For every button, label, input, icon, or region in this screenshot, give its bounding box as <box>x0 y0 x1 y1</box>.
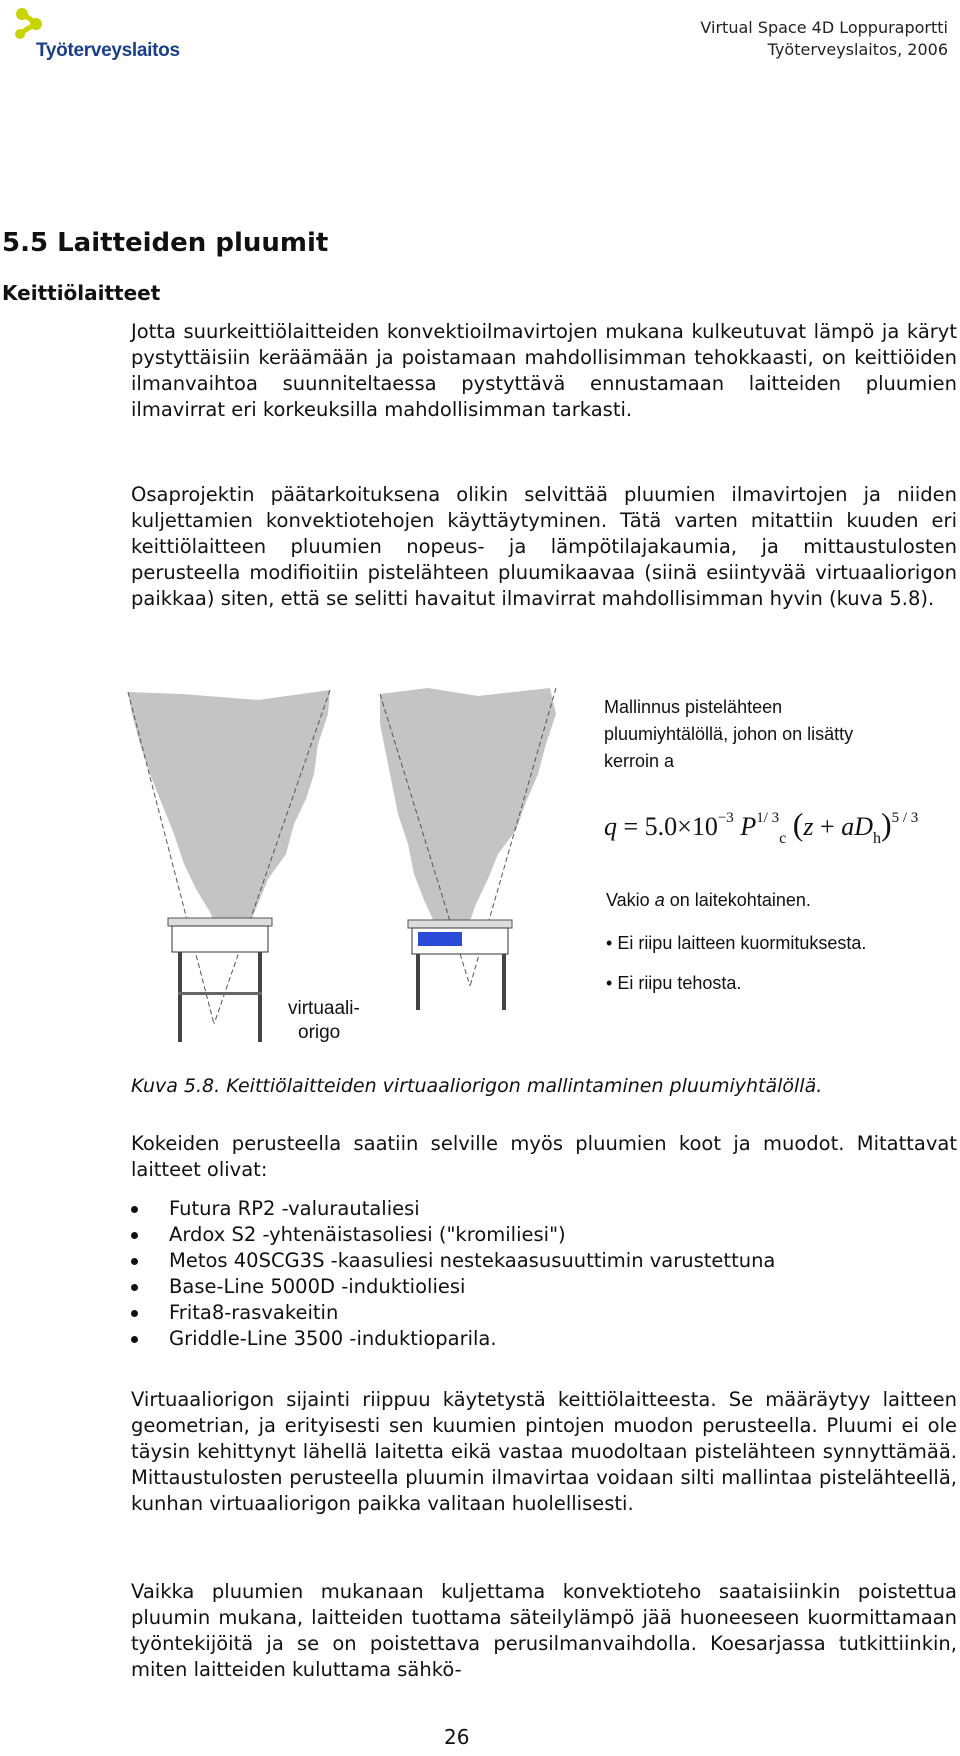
list-item-text: Futura RP2 -valurautaliesi <box>169 1197 420 1220</box>
figure-caption: Kuva 5.8. Keittiölaitteiden virtuaaliorigon mallintaminen pluumiyhtälöllä. <box>131 1075 823 1097</box>
figure-bullet-text: Ei riipu laitteen kuormituksesta. <box>617 933 867 953</box>
list-item <box>131 1196 775 1222</box>
list-item <box>131 1222 775 1248</box>
bullet-icon <box>131 1336 138 1343</box>
formula-q: q <box>604 812 617 841</box>
running-header <box>700 17 948 61</box>
figure-bullet-text: Ei riipu tehosta. <box>617 973 742 993</box>
logo-text: Työterveyslaitos <box>36 40 180 61</box>
page-number: 26 <box>444 1725 470 1749</box>
list-item <box>131 1274 775 1300</box>
constant-var: a <box>654 890 665 910</box>
formula-base: 10 <box>691 812 718 841</box>
plume-formula <box>604 806 919 847</box>
formula-times: × <box>677 812 692 841</box>
list-item-text: Griddle-Line 3500 -induktioparila. <box>169 1327 497 1350</box>
figure-note: Mallinnus pistelähteen pluumiyhtälöllä, johon on lisätty kerroin a <box>604 697 854 771</box>
formula-d: D <box>854 812 873 841</box>
formula-coef: 5.0 <box>644 812 678 841</box>
formula-a: a <box>841 812 855 841</box>
formula-p-sub: c <box>779 830 787 847</box>
figure-bullet: • Ei riipu laitteen kuormituksesta. <box>606 933 867 953</box>
list-item <box>131 1248 775 1274</box>
list-item-text: Metos 40SCG3S -kaasuliesi nestekaasusuuttimin varustettuna <box>169 1249 776 1272</box>
paragraph-intro: Jotta suurkeittiölaitteiden konvektioilmavirtojen mukana kulkeutuvat lämpö ja käryt pystyttäisiin keräämään ja poistamaan mahdollisimman tehokkaasti, on keittiöiden ilmanvaihtoa suunniteltaessa pystyttävä ennustamaan laitteiden pluumien ilmavirrat eri korkeuksilla mahdollisimman tarkasti. <box>131 320 957 421</box>
paragraph-radiation: Vaikka pluumien mukanaan kuljettama konvektioteho saataisiinkin poistettua pluumin mukana, laitteiden tuottama säteilylämpö jää huoneeseen kuormittamaan työntekijöitä ja se on poistettava perusilmanvaihdolla. Koesarjassa tutkittiinkin, miten laitteiden kuluttama sähkö- <box>131 1580 957 1681</box>
virtual-origin-label-line1: virtuaali- <box>288 998 360 1019</box>
list-item <box>131 1300 775 1326</box>
bullet-icon <box>131 1310 138 1317</box>
formula-exp: −3 <box>717 810 734 826</box>
subsection-title: Keittiölaitteet <box>2 281 161 305</box>
formula-plus: + <box>820 812 835 841</box>
formula-z: z <box>803 812 814 841</box>
formula-eq: = <box>623 812 639 841</box>
paragraph-virtual-origin: Virtuaaliorigon sijainti riippuu käytetystä keittiölaitteesta. Se määräytyy laitteen geometrian, ja erityisesti sen kuumien pintojen muodon perusteella. Pluumi ei ole täysin kehittynyt lähellä laitetta eikä vastaa muodoltaan pistelähteen synnyttämää. Mittaustulosten perusteella pluumin ilmavirtaa voidaan silti mallintaa pistelähteellä, kunhan virtuaaliorigon paikka valitaan huolellisesti. <box>131 1388 957 1515</box>
publisher-year: Työterveyslaitos, 2006 <box>767 40 948 59</box>
right-plume <box>380 688 556 944</box>
bullet-icon <box>131 1232 138 1239</box>
bullet-icon <box>131 1284 138 1291</box>
virtual-origin-label-line2: origo <box>298 1022 341 1043</box>
equipment-list <box>131 1196 775 1352</box>
plume-figure <box>118 674 580 1060</box>
report-title: Virtual Space 4D Loppuraportti <box>700 18 948 37</box>
section-title: 5.5 Laitteiden pluumit <box>2 228 329 258</box>
constant-note-before: Vakio <box>606 890 650 910</box>
left-plume <box>128 690 330 944</box>
right-cooker <box>408 920 512 1010</box>
formula-outer-sup: 5 / 3 <box>891 810 919 826</box>
list-item-text: Ardox S2 -yhtenäistasoliesi ("kromiliesi") <box>169 1223 566 1246</box>
formula-p: P <box>740 812 757 841</box>
formula-d-sub: h <box>872 830 881 847</box>
figure-bullet: • Ei riipu tehosta. <box>606 973 742 993</box>
formula-open-paren: ( <box>792 806 804 842</box>
left-cooker <box>168 918 272 1042</box>
paragraph-equipment-intro: Kokeiden perusteella saatiin selville myös pluumien koot ja muodot. Mitattavat laitteet olivat: <box>131 1132 957 1181</box>
list-item-text: Frita8-rasvakeitin <box>169 1301 339 1324</box>
constant-note-after: on laitekohtainen. <box>669 890 811 910</box>
bullet-icon <box>131 1206 138 1213</box>
list-item <box>131 1326 775 1352</box>
list-item-text: Base-Line 5000D -induktioliesi <box>169 1275 466 1298</box>
formula-p-sup: 1/ 3 <box>756 810 780 826</box>
constant-note <box>606 890 811 911</box>
paragraph-purpose: Osaprojektin päätarkoituksena olikin selvittää pluumien ilmavirtojen ja niiden kuljettamien konvektiotehojen käyttäytyminen. Tätä varten mitattiin kuuden eri keittiölaitteen pluumien nopeus- ja lämpötilajakaumia, ja mittaustulosten perusteella modifioitiin pistelähteen pluumikaavaa (siinä esiintyvää virtuaaliorigon paikkaa) siten, että se selitti havaitut ilmavirrat mahdollisimman hyvin (kuva 5.8). <box>131 483 957 610</box>
formula-close-paren: ) <box>880 806 892 842</box>
bullet-icon <box>131 1258 138 1265</box>
